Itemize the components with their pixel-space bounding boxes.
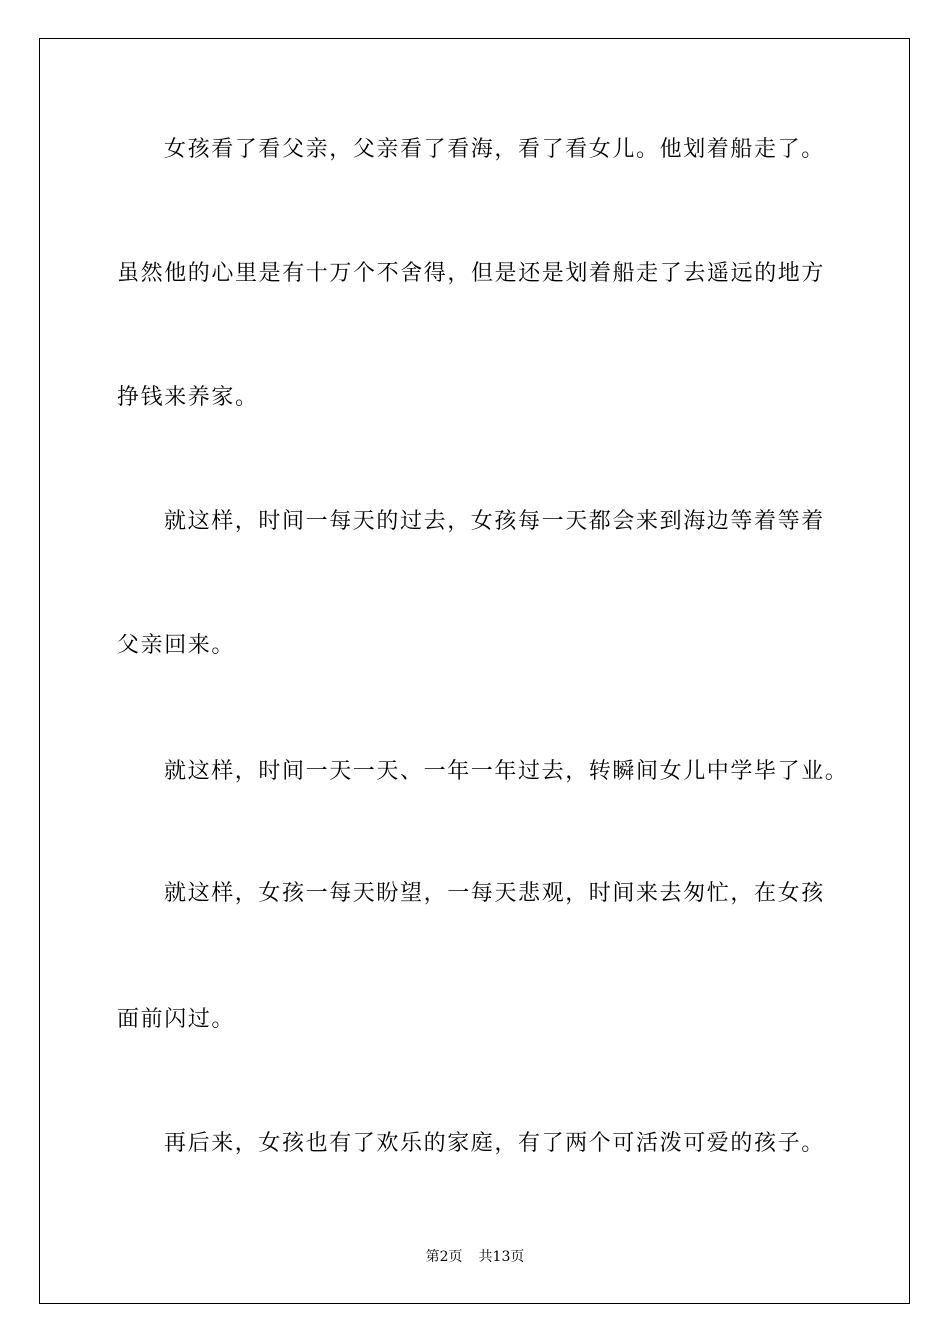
paragraph-line: 虽然他的心里是有十万个不舍得，但是还是划着船走了去遥远的地方 [117,261,826,286]
paragraph-line: 父亲回来。 [117,633,236,658]
page-number: 第2页 [425,1249,463,1265]
paragraph-line: 面前闪过。 [117,1007,236,1032]
page-footer [0,1247,950,1267]
page-border [39,38,910,1304]
paragraph-line: 再后来，女孩也有了欢乐的家庭，有了两个可活泼可爱的孩子。 [164,1131,825,1156]
paragraph-line: 就这样，女孩一每天盼望，一每天悲观，时间来去匆忙，在女孩 [164,881,825,906]
paragraph-line: 挣钱来养家。 [117,385,259,410]
paragraph-line: 就这样，时间一每天的过去，女孩每一天都会来到海边等着等着 [164,509,825,534]
page-total: 共13页 [478,1249,525,1265]
paragraph-line: 女孩看了看父亲，父亲看了看海，看了看女儿。他划着船走了。 [164,137,825,162]
paragraph-line: 就这样，时间一天一天、一年一年过去，转瞬间女儿中学毕了业。 [164,759,849,784]
